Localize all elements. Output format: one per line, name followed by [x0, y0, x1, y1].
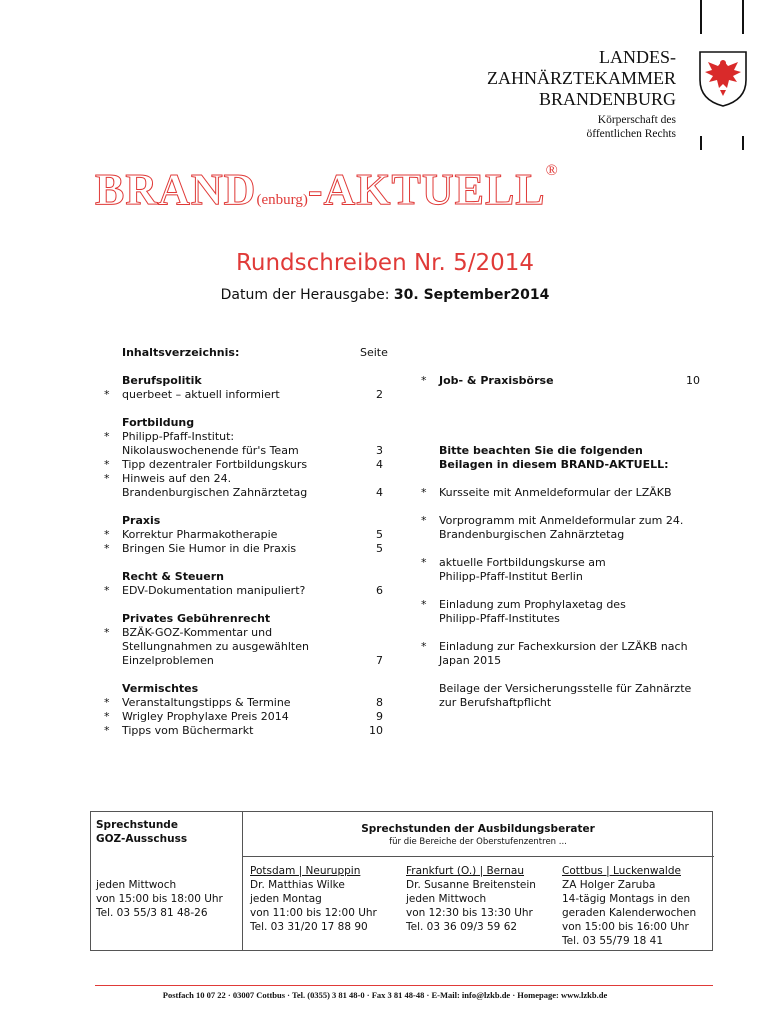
- toc-item-continued[interactable]: Brandenburgischen Zahnärztetag: [122, 486, 308, 499]
- bullet: *: [104, 458, 110, 471]
- advisor-name: Dr. Susanne Breitenstein: [406, 879, 536, 891]
- beilage-item-continued: Brandenburgischen Zahnärztetag: [439, 528, 625, 541]
- toc-item-job-boerse[interactable]: Job- & Praxisbörse: [439, 374, 554, 387]
- bullet: *: [104, 528, 110, 541]
- toc-item[interactable]: Wrigley Prophylaxe Preis 2014: [122, 710, 289, 723]
- section-praxis: Praxis: [122, 514, 161, 527]
- org-line-2: ZAHNÄRZTEKAMMER: [487, 68, 676, 88]
- toc-page-number: 4: [376, 458, 383, 471]
- section-vermischtes: Vermischtes: [122, 682, 199, 695]
- advisor-day: 14-tägig Montags in den: [562, 893, 691, 905]
- masthead-aktuell: -AKTUELL: [307, 165, 546, 214]
- advisor-day: jeden Mittwoch: [406, 893, 487, 905]
- bullet: *: [104, 626, 110, 639]
- goz-phone: Tel. 03 55/3 81 48-26: [96, 907, 208, 919]
- bullet: *: [421, 374, 427, 387]
- advisor-time: von 11:00 bis 12:00 Uhr: [250, 907, 377, 919]
- toc-page-number: 4: [376, 486, 383, 499]
- bullet: *: [421, 486, 427, 499]
- advisor-phone: Tel. 03 31/20 17 88 90: [250, 921, 368, 933]
- advisor-phone: Tel. 03 36 09/3 59 62: [406, 921, 518, 933]
- bullet: *: [421, 598, 427, 611]
- ausbildungsberater-title: Sprechstunden der Ausbildungsberater: [361, 823, 595, 835]
- section-privates-gebuehrenrecht: Privates Gebührenrecht: [122, 612, 271, 625]
- beilage-item-continued: Philipp-Pfaff-Institutes: [439, 612, 560, 625]
- goz-title: Sprechstunde: [96, 819, 178, 831]
- toc-item[interactable]: Korrektur Pharmakotherapie: [122, 528, 278, 541]
- region-cottbus-luckenwalde: Cottbus | Luckenwalde: [562, 865, 681, 877]
- toc-item[interactable]: Hinweis auf den 24.: [122, 472, 232, 485]
- beilage-item: Vorprogramm mit Anmeldeformular zum 24.: [439, 514, 684, 527]
- beilage-item-continued: zur Berufshaftpflicht: [439, 696, 552, 709]
- region-frankfurt-bernau: Frankfurt (O.) | Bernau: [406, 865, 525, 877]
- toc-page-number: 5: [376, 542, 383, 555]
- footer-contact: Postfach 10 07 22 · 03007 Cottbus · Tel. (0355) 3 81 48-0 · Fax 3 81 48-48 · E-Mail: info@lzkb.de · Homepage: www.lzkb.de: [162, 990, 608, 1000]
- masthead-brand: BRAND: [95, 165, 257, 214]
- toc-item[interactable]: Philipp-Pfaff-Institut:: [122, 430, 235, 443]
- beilage-item: Einladung zur Fachexkursion der LZÄKB nach: [439, 640, 688, 653]
- coat-of-arms-icon: [698, 50, 748, 108]
- toc-page-number: 5: [376, 528, 383, 541]
- beilagen-heading-continued: Beilagen in diesem BRAND-AKTUELL:: [439, 458, 669, 471]
- section-berufspolitik: Berufspolitik: [122, 374, 202, 387]
- toc-page-number: 7: [376, 654, 383, 667]
- advisor-time: von 12:30 bis 13:30 Uhr: [406, 907, 533, 919]
- section-fortbildung: Fortbildung: [122, 416, 195, 429]
- advisor-name: Dr. Matthias Wilke: [250, 879, 345, 891]
- toc-page-number: 8: [376, 696, 383, 709]
- toc-page-number: 6: [376, 584, 383, 597]
- toc-item-continued[interactable]: Nikolauswochenende für's Team: [122, 444, 299, 457]
- beilagen-heading: Bitte beachten Sie die folgenden: [439, 444, 643, 457]
- margin-rule: [700, 0, 702, 34]
- toc-item[interactable]: querbeet – aktuell informiert: [122, 388, 280, 401]
- section-recht-steuern: Recht & Steuern: [122, 570, 224, 583]
- bullet: *: [104, 696, 110, 709]
- toc-item-continued[interactable]: Einzelproblemen: [122, 654, 214, 667]
- organisation-name: [487, 47, 676, 110]
- org-line-1: LANDES-: [599, 47, 676, 67]
- bullet: *: [421, 514, 427, 527]
- org-line-3: BRANDENBURG: [538, 89, 676, 109]
- ausbildungsberater-subtitle: für die Bereiche der Oberstufenzentren ...: [389, 837, 567, 847]
- table-divider: [242, 856, 714, 857]
- toc-page-number: 3: [376, 444, 383, 457]
- margin-rule: [742, 0, 744, 34]
- toc-item[interactable]: EDV-Dokumentation manipuliert?: [122, 584, 306, 597]
- toc-page-number: 2: [376, 388, 383, 401]
- date-value: 30. September2014: [393, 287, 550, 303]
- bullet: *: [104, 584, 110, 597]
- goz-title-continued: GOZ-Ausschuss: [96, 833, 188, 845]
- beilage-item-continued: Japan 2015: [439, 654, 502, 667]
- date-label: Datum der Herausgabe:: [220, 287, 390, 303]
- toc-page-number: 10: [369, 724, 383, 737]
- margin-rule: [742, 136, 744, 150]
- bullet: *: [104, 542, 110, 555]
- advisor-time: von 15:00 bis 16:00 Uhr: [562, 921, 689, 933]
- org-sub-2: öffentlichen Rechts: [586, 128, 676, 140]
- page-title: Rundschreiben Nr. 5/2014: [235, 250, 535, 276]
- bullet: *: [104, 472, 110, 485]
- advisor-day-continued: geraden Kalenderwochen: [562, 907, 697, 919]
- margin-rule: [700, 136, 702, 150]
- footer-rule: [95, 985, 713, 986]
- toc-page-number: 10: [686, 374, 700, 387]
- beilage-item: Kursseite mit Anmeldeformular der LZÄKB: [439, 486, 672, 499]
- toc-item-continued[interactable]: Stellungnahmen zu ausgewählten: [122, 640, 309, 653]
- advisor-day: jeden Montag: [250, 893, 322, 905]
- bullet: *: [421, 556, 427, 569]
- bullet: *: [104, 710, 110, 723]
- beilage-item-continued: Philipp-Pfaff-Institut Berlin: [439, 570, 583, 583]
- toc-item[interactable]: Tipps vom Büchermarkt: [122, 724, 254, 737]
- registered-mark: ®: [545, 162, 558, 179]
- toc-item[interactable]: BZÄK-GOZ-Kommentar und: [122, 626, 273, 639]
- organisation-subtitle: [586, 113, 676, 141]
- bullet: *: [104, 430, 110, 443]
- goz-time: von 15:00 bis 18:00 Uhr: [96, 893, 223, 905]
- bullet: *: [104, 724, 110, 737]
- office-hours-table: [90, 811, 713, 951]
- bullet: *: [104, 388, 110, 401]
- toc-item[interactable]: Bringen Sie Humor in die Praxis: [122, 542, 297, 555]
- region-potsdam-neuruppin: Potsdam | Neuruppin: [250, 865, 361, 877]
- toc-page-heading: Seite: [360, 346, 388, 359]
- toc-heading: Inhaltsverzeichnis:: [122, 346, 240, 359]
- masthead-enburg: (enburg): [256, 192, 308, 208]
- goz-day: jeden Mittwoch: [96, 879, 177, 891]
- org-sub-1: Körperschaft des: [597, 114, 676, 126]
- advisor-phone: Tel. 03 55/79 18 41: [562, 935, 664, 947]
- toc-item[interactable]: Veranstaltungstipps & Termine: [122, 696, 291, 709]
- masthead: [95, 164, 558, 215]
- beilage-item: aktuelle Fortbildungskurse am: [439, 556, 606, 569]
- publication-date: [0, 287, 770, 303]
- advisor-name: ZA Holger Zaruba: [562, 879, 656, 891]
- toc-item[interactable]: Tipp dezentraler Fortbildungskurs: [122, 458, 308, 471]
- toc-page-number: 9: [376, 710, 383, 723]
- bullet: *: [421, 640, 427, 653]
- beilage-item: Einladung zum Prophylaxetag des: [439, 598, 626, 611]
- beilage-item: Beilage der Versicherungsstelle für Zahnärzte: [439, 682, 692, 695]
